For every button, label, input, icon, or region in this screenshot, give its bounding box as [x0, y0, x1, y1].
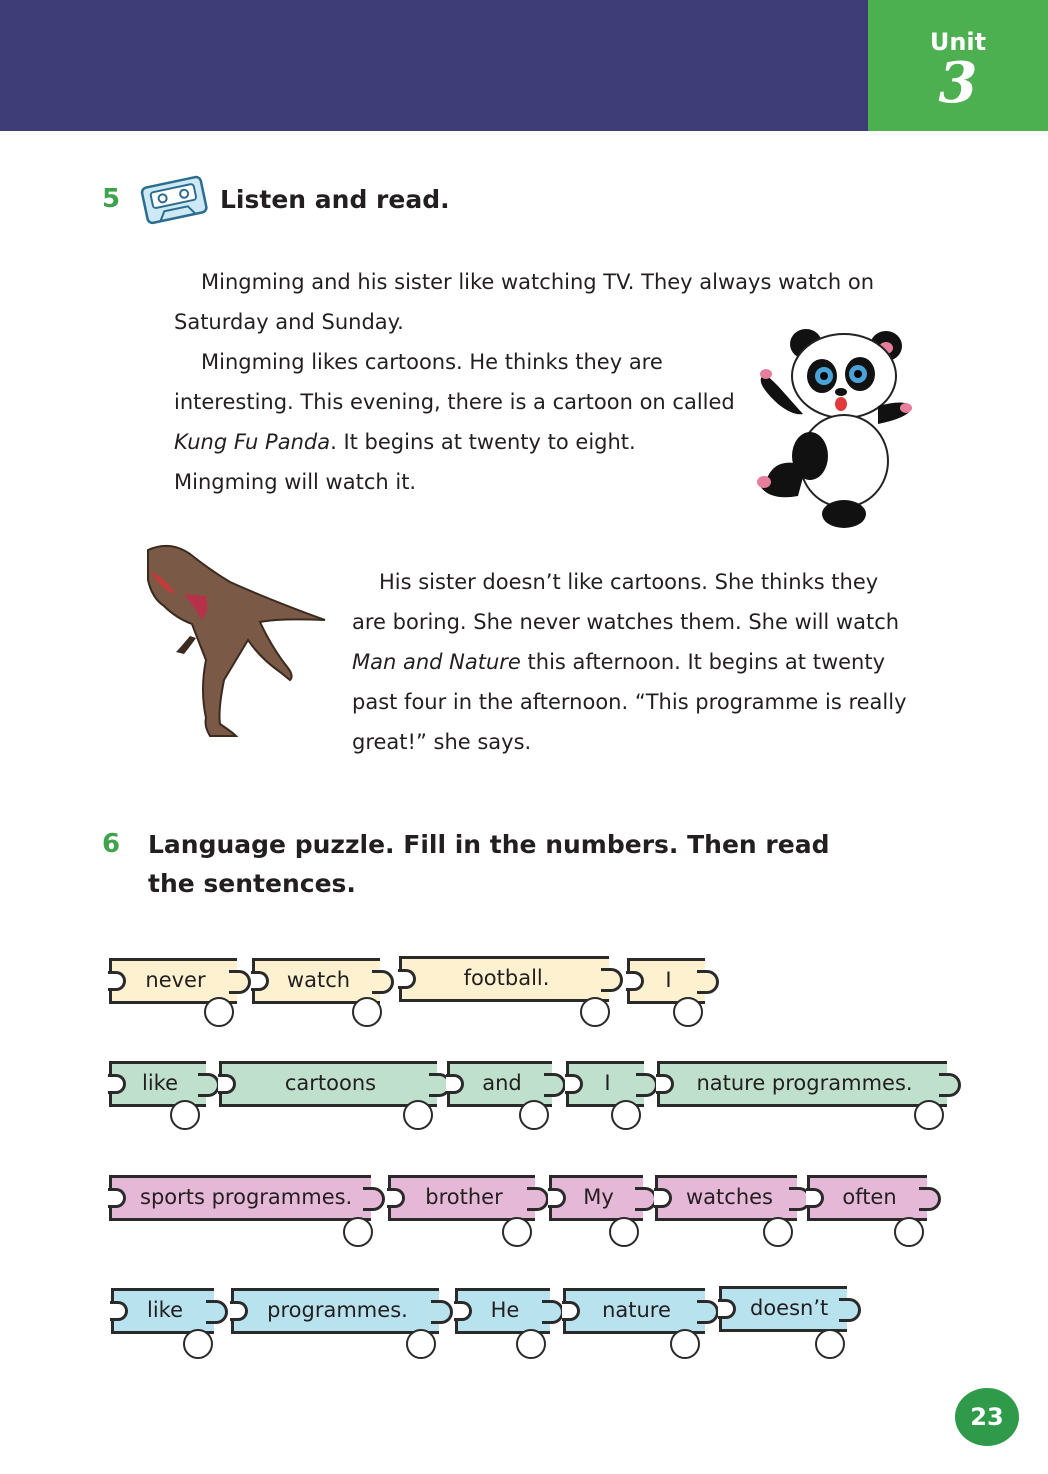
number-answer-circle[interactable] — [894, 1217, 924, 1247]
number-answer-circle[interactable] — [502, 1217, 532, 1247]
story-paragraph-2 — [174, 342, 754, 502]
unit-number: 3 — [938, 50, 978, 116]
programme-title: Kung Fu Panda — [174, 430, 331, 454]
story-line: interesting. This evening, there is a cartoon on called — [174, 390, 735, 414]
story-line: Saturday and Sunday. — [174, 310, 404, 334]
number-answer-circle[interactable] — [673, 997, 703, 1027]
programme-title: Man and Nature — [352, 650, 521, 674]
story-line: Mingming likes cartoons. He thinks they are — [201, 350, 663, 374]
number-answer-circle[interactable] — [170, 1100, 200, 1130]
number-answer-circle[interactable] — [403, 1100, 433, 1130]
puzzle-piece: often — [807, 1175, 927, 1221]
panda-illustration — [748, 326, 918, 531]
puzzle-piece: My — [549, 1175, 643, 1221]
number-answer-circle[interactable] — [763, 1217, 793, 1247]
story-line: are boring. She never watches them. She will watch — [352, 610, 900, 634]
number-answer-circle[interactable] — [204, 997, 234, 1027]
number-answer-circle[interactable] — [914, 1100, 944, 1130]
puzzle-piece: like — [111, 1288, 214, 1334]
puzzle-piece: programmes. — [231, 1288, 439, 1334]
number-answer-circle[interactable] — [352, 997, 382, 1027]
unit-tab — [868, 0, 1048, 131]
number-answer-circle[interactable] — [519, 1100, 549, 1130]
puzzle-piece: I — [566, 1061, 644, 1107]
puzzle-piece: sports programmes. — [109, 1175, 371, 1221]
number-answer-circle[interactable] — [183, 1329, 213, 1359]
story-line: Mingming will watch it. — [174, 470, 417, 494]
unit-word: Unit — [929, 28, 987, 56]
number-answer-circle[interactable] — [406, 1329, 436, 1359]
puzzle-piece: I — [627, 958, 705, 1004]
section-6-number: 6 — [102, 829, 121, 859]
story-line: Kung Fu Panda. It begins at twenty to eight. — [174, 430, 636, 454]
dinosaur-illustration — [140, 540, 330, 740]
header-bar — [0, 0, 868, 131]
number-answer-circle[interactable] — [516, 1329, 546, 1359]
puzzle-piece: doesn’t — [719, 1286, 847, 1332]
puzzle-piece: never — [109, 958, 237, 1004]
puzzle-piece: like — [109, 1061, 206, 1107]
puzzle-piece: and — [447, 1061, 552, 1107]
puzzle-piece: cartoons — [219, 1061, 437, 1107]
puzzle-piece: He — [455, 1288, 550, 1334]
puzzle-piece: watch — [252, 958, 380, 1004]
story-line: great!” she says. — [352, 730, 532, 754]
puzzle-piece: football. — [399, 956, 609, 1002]
puzzle-piece: brother — [388, 1175, 535, 1221]
number-answer-circle[interactable] — [815, 1329, 845, 1359]
number-answer-circle[interactable] — [670, 1329, 700, 1359]
puzzle-piece: watches — [655, 1175, 797, 1221]
number-answer-circle[interactable] — [580, 997, 610, 1027]
number-answer-circle[interactable] — [609, 1217, 639, 1247]
puzzle-piece: nature programmes. — [657, 1061, 947, 1107]
cassette-tape-icon — [138, 172, 210, 226]
story-line: Man and Nature this afternoon. It begins at twenty — [352, 650, 886, 674]
story-line: His sister doesn’t like cartoons. She thinks they — [379, 570, 879, 594]
puzzle-piece: nature — [563, 1288, 705, 1334]
story-paragraph-3 — [352, 562, 912, 762]
page-number: 23 — [955, 1388, 1019, 1446]
section-5-number: 5 — [102, 184, 121, 214]
number-answer-circle[interactable] — [343, 1217, 373, 1247]
story-line: past four in the afternoon. “This programme is really — [352, 690, 907, 714]
story-line: Mingming and his sister like watching TV. They always watch on — [201, 270, 875, 294]
number-answer-circle[interactable] — [611, 1100, 641, 1130]
section-5-title: Listen and read. — [220, 185, 450, 214]
section-6-title: Language puzzle. Fill in the numbers. Then read the sentences. — [148, 830, 830, 898]
